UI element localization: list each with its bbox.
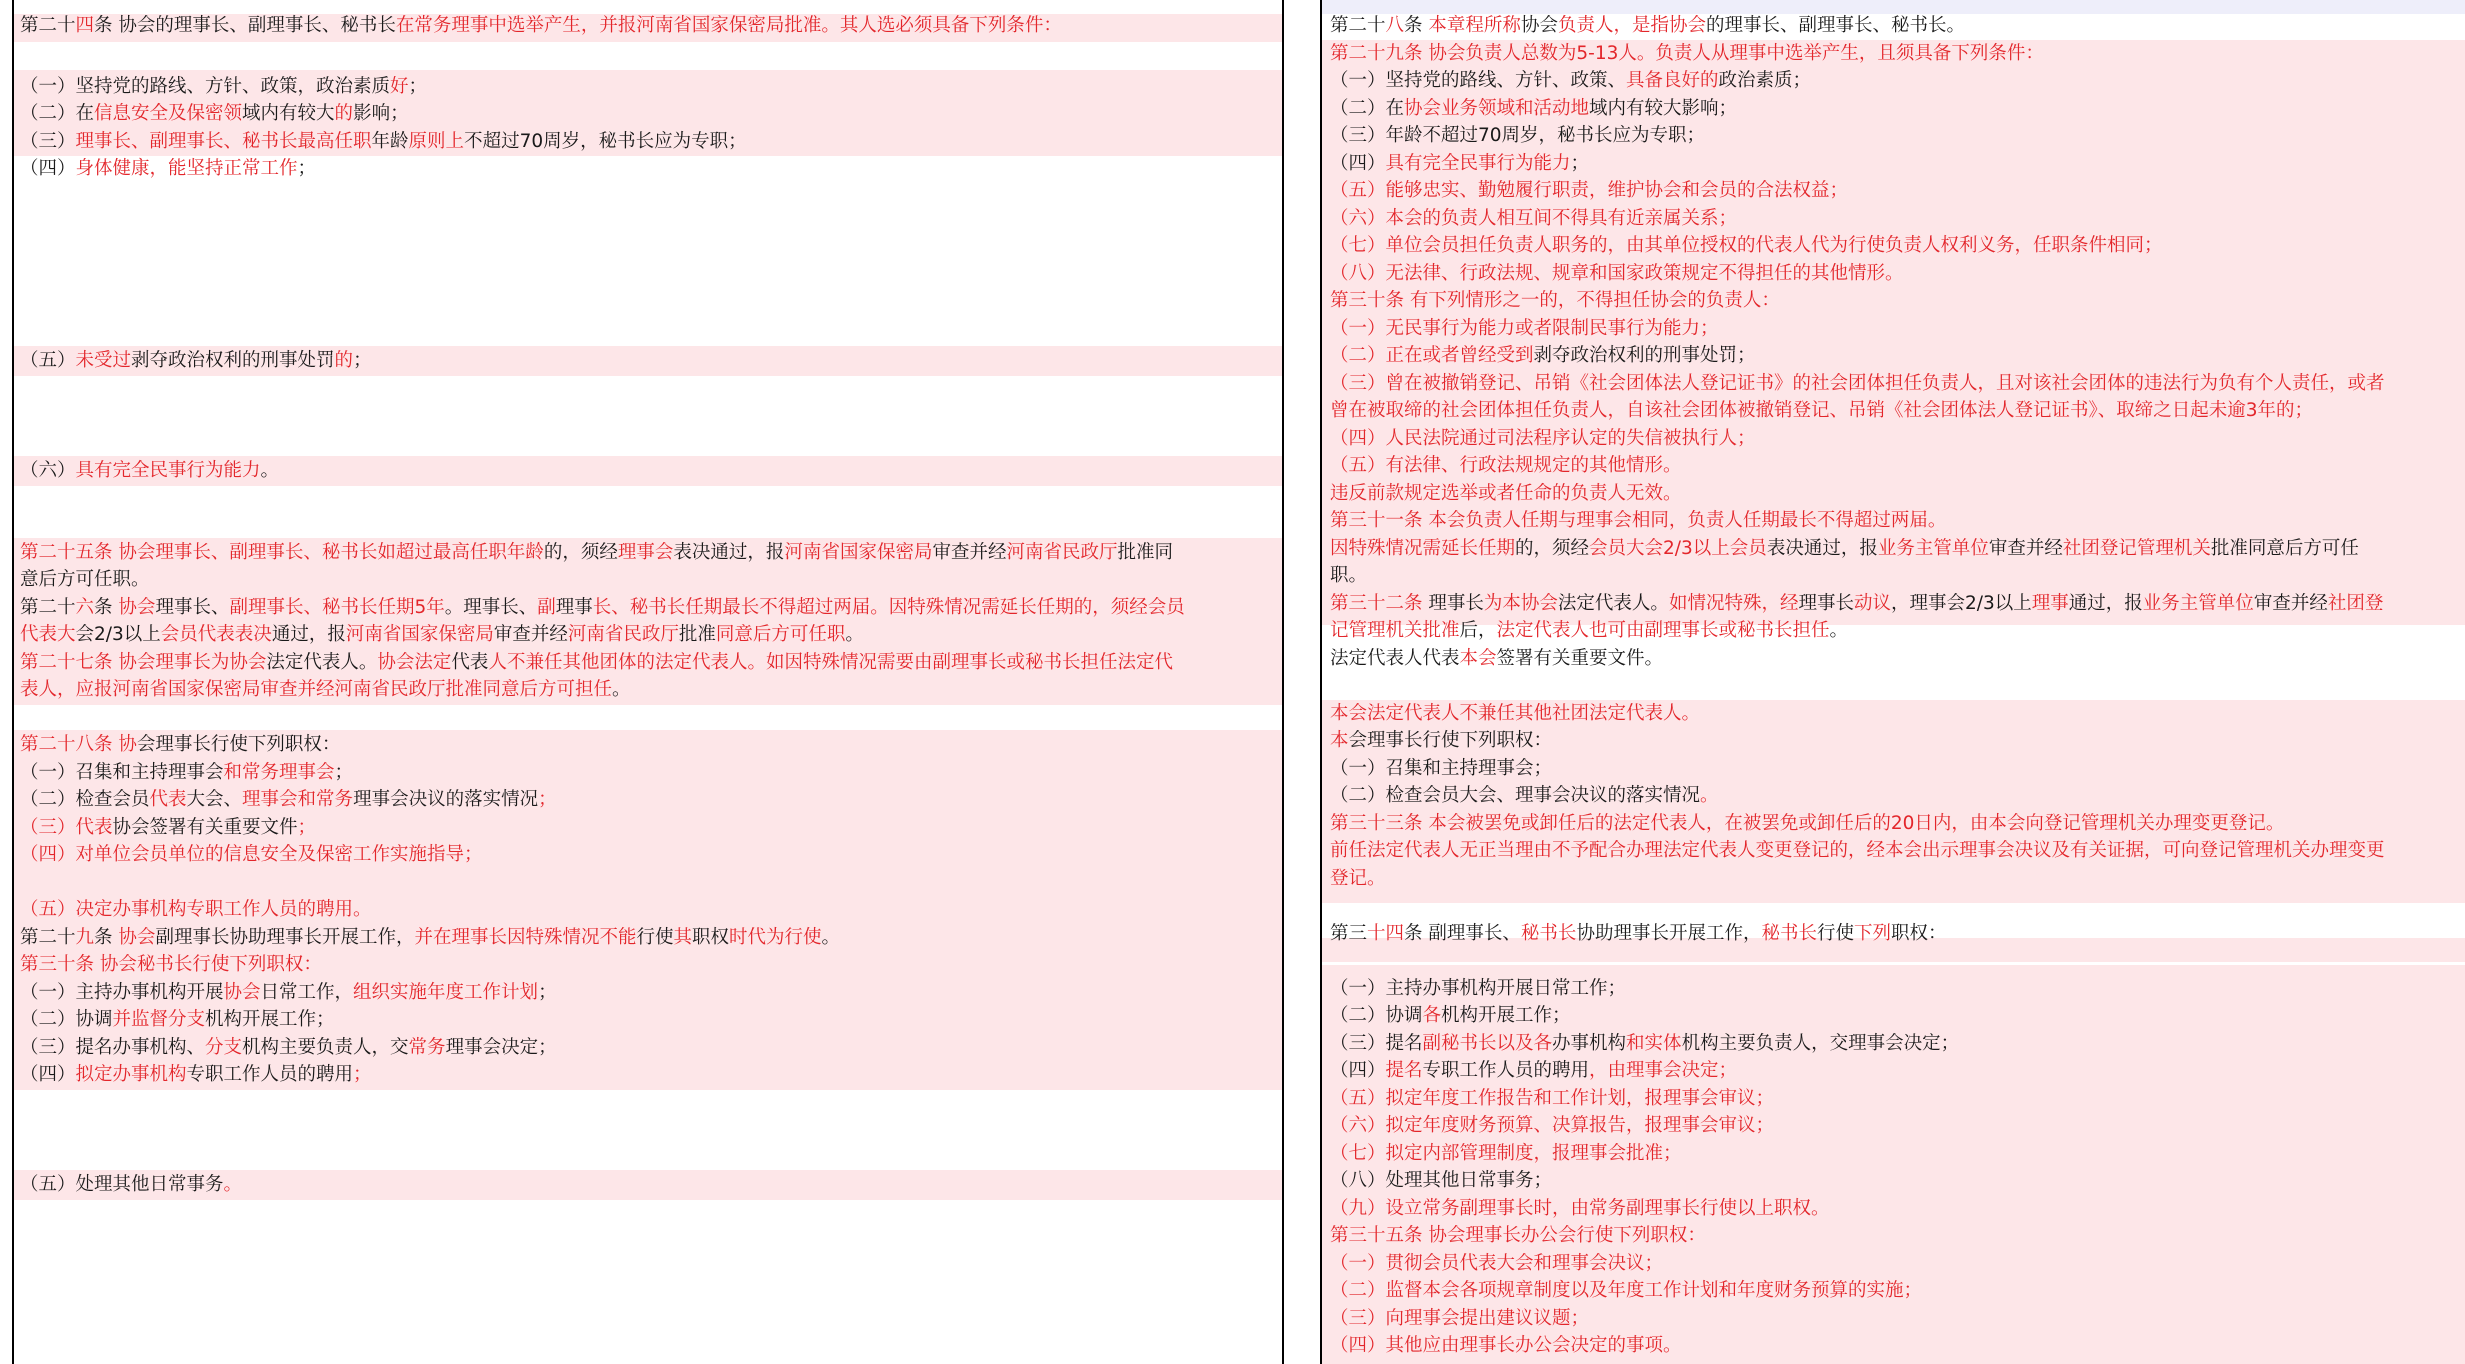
changed-text-span: 曾在被取缔的社会团体担任负责人，自该社会团体被撤销登记、吊销《社会团体法人登记证书》、取缔之日起未逾3年的； — [1330, 400, 2314, 421]
right-line — [1322, 617, 2465, 645]
text-span: （二）检查会员 — [20, 789, 150, 810]
changed-text-span: （六）本会的负责人相互间不得具有近亲属关系； — [1330, 208, 1738, 229]
text-span: ，理事会2/3以上 — [1890, 593, 2032, 614]
left-line — [14, 841, 1282, 869]
right-line — [1322, 1085, 2465, 1113]
changed-text-span: 的 — [334, 350, 354, 371]
text-span: 剥夺政治权利的刑事处罚； — [1533, 345, 1756, 366]
changed-text-span: （五）有法律、行政法规规定的其他情形。 — [1330, 455, 1682, 476]
text-span: （三）提名办事机构、 — [20, 1037, 206, 1058]
right-line — [1322, 700, 2465, 728]
text-span: 理事长、 — [155, 597, 230, 618]
changed-text-span: 组织实施年度工作计划 — [353, 982, 539, 1003]
changed-text-span: （四）对单位会员单位的信息安全及保密工作实施指导； — [20, 844, 483, 865]
right-line — [1322, 452, 2465, 480]
changed-text-span: （七）单位会员担任负责人职务的，由其单位授权的代表人代为行使负责人权利义务，任职条件相同； — [1330, 235, 2163, 256]
changed-text-span: 四 — [75, 15, 95, 36]
changed-text-span: 负责人，是指协会 — [1557, 15, 1706, 36]
text-span: 表决通过，报 — [1766, 538, 1878, 559]
changed-text-span: 如情况特殊，经 — [1668, 593, 1799, 614]
text-span: 表决通过，报 — [673, 542, 785, 563]
right-line — [1322, 12, 2465, 40]
changed-text-span: 具有完全民事行为能力 — [1385, 153, 1571, 174]
changed-text-span: （七）拟定内部管理制度，报理事会批准； — [1330, 1143, 1682, 1164]
text-span: 域内有较大 — [242, 103, 335, 124]
text-span: 理事会决议的落实情况 — [353, 789, 539, 810]
text-span: 大会、 — [186, 789, 243, 810]
changed-text-span: 信息安全及保密领 — [94, 103, 243, 124]
changed-text-span: 其 — [673, 927, 692, 948]
changed-text-span: 协会法定 — [377, 652, 452, 673]
left-line — [14, 1034, 1282, 1062]
right-line — [1322, 122, 2465, 150]
changed-text-span: 副秘书长以及各 — [1422, 1033, 1553, 1054]
changed-text-span: 的 — [334, 103, 354, 124]
changed-text-span: 业务主管单位 — [2142, 593, 2254, 614]
right-line — [1322, 755, 2465, 783]
changed-text-span: 会员代表表决 — [160, 624, 272, 645]
changed-text-span: 第三十条 有下列情形之一的，不得担任协会的负责人： — [1330, 290, 1780, 311]
changed-text-span: 登记。 — [1330, 868, 1386, 889]
text-span: 职。 — [1330, 565, 1368, 586]
changed-text-span: ； — [353, 1064, 372, 1085]
text-span: ； — [1570, 153, 1590, 174]
changed-text-span: （四）人民法院通过司法程序认定的失信被执行人； — [1330, 428, 1756, 449]
changed-text-span: 第三十二条 — [1330, 593, 1429, 614]
text-span: 协助理事长开展工作， — [1576, 923, 1762, 944]
left-line — [14, 621, 1282, 649]
changed-text-span: 副 — [537, 597, 556, 618]
changed-text-span: 记管理机关批准 — [1330, 620, 1460, 641]
changed-text-span: （四）其他应由理事长办公会决定的事项。 — [1330, 1335, 1682, 1356]
text-span: 影响； — [353, 103, 409, 124]
left-line — [14, 100, 1282, 128]
text-span: 。 — [260, 460, 280, 481]
changed-text-span: 拟定办事机构 — [75, 1064, 187, 1085]
text-span: 的理事长、副理事长、秘书长。 — [1705, 15, 1965, 36]
right-line — [1322, 177, 2465, 205]
text-span: 专职工作人员的聘用 — [186, 1064, 354, 1085]
changed-text-span: （三）向理事会提出建议议题； — [1330, 1308, 1590, 1329]
left-line — [14, 155, 1282, 183]
text-span: 政治素质； — [1718, 70, 1812, 91]
changed-text-span: 本章程所称 — [1428, 15, 1521, 36]
right-line — [1322, 480, 2465, 508]
right-line — [1322, 865, 2465, 893]
changed-text-span: ； — [297, 817, 317, 838]
text-span: （一）坚持党的路线、方针、政策、 — [1330, 70, 1627, 91]
changed-text-span: 分支 — [205, 1037, 243, 1058]
left-line — [14, 1061, 1282, 1089]
changed-text-span: 。 — [223, 1174, 243, 1195]
right-line — [1322, 975, 2465, 1003]
changed-text-span: 六 — [75, 597, 95, 618]
text-span: 理事 — [555, 597, 593, 618]
text-span: 专职工作人员的聘用 — [1422, 1060, 1590, 1081]
text-span: 批准 — [678, 624, 716, 645]
changed-text-span: 理事长、副理事长、秘书长最高任职 — [75, 131, 372, 152]
left-line — [14, 814, 1282, 842]
changed-text-span: 秘书长 — [1520, 923, 1577, 944]
changed-text-span: （五）决定办事机构专职工作人员的聘用。 — [20, 899, 372, 920]
changed-text-span: 理事 — [2031, 593, 2069, 614]
left-line — [14, 1006, 1282, 1034]
left-line — [14, 594, 1282, 622]
text-span: （六） — [20, 460, 76, 481]
changed-text-span: 前任法定代表人无正当理由不予配合办理法定代表人变更登记的，经本会出示理事会决议及有关证据，可向登记管理机关办理变更 — [1330, 840, 2385, 861]
changed-text-span: 人不兼任其他团体的法定代表人。如因特殊情况需要由副理事长或秘书长担任法定代 — [488, 652, 1173, 673]
changed-text-span: 会员大会2/3以上会员 — [1589, 538, 1767, 559]
changed-text-span: 第三十一条 本会负责人任期与理事会相同，负责人任期最长不得超过两届。 — [1330, 510, 1947, 531]
changed-text-span: 本会 — [1459, 648, 1497, 669]
right-line — [1322, 1277, 2465, 1305]
text-span: 条 协会的理事长、副理事长、秘书长 — [94, 15, 396, 36]
left-line — [14, 786, 1282, 814]
right-line — [1322, 1030, 2465, 1058]
changed-text-span: （九）设立常务副理事长时，由常务副理事长行使以上职权。 — [1330, 1198, 1830, 1219]
text-span: 后， — [1459, 620, 1497, 641]
text-span: 通过，报 — [271, 624, 346, 645]
changed-text-span: 河南省国家保密局 — [345, 624, 494, 645]
left-line — [14, 896, 1282, 924]
changed-text-span: 违反前款规定选举或者任命的负责人无效。 — [1330, 483, 1682, 504]
right-line — [1322, 562, 2465, 590]
right-line — [1322, 425, 2465, 453]
text-span: （三）提名 — [1330, 1033, 1423, 1054]
text-span: 批准同意后方可任 — [2210, 538, 2359, 559]
left-line — [14, 759, 1282, 787]
text-span: 法定代表人。 — [1557, 593, 1669, 614]
left-line — [14, 73, 1282, 101]
text-span: 审查并经 — [1988, 538, 2063, 559]
text-span: 理事长 — [1798, 593, 1854, 614]
changed-text-span: 表人，应报河南省国家保密局审查并经河南省民政厅批准同意后方可担任 — [20, 679, 613, 700]
changed-text-span: 因特殊情况需延长任期 — [1330, 538, 1516, 559]
changed-text-span: 第二十五条 协会理事长、副理事长、秘书长如超过最高任职年龄 — [20, 542, 544, 563]
right-line — [1322, 782, 2465, 810]
changed-text-span: （三）代表 — [20, 817, 113, 838]
right-line — [1322, 1305, 2465, 1333]
right-line — [1322, 920, 2465, 948]
changed-text-span: 同意后方可任职 — [715, 624, 846, 645]
right-line — [1322, 1332, 2465, 1360]
changed-text-span: 原则上 — [408, 131, 465, 152]
right-document-pane[interactable] — [1320, 0, 2465, 1364]
changed-text-span: 九 — [75, 927, 95, 948]
left-line — [14, 566, 1282, 594]
text-span: 签署有关重要文件。 — [1496, 648, 1664, 669]
right-line — [1322, 95, 2465, 123]
changed-text-span: 下列 — [1853, 923, 1891, 944]
left-line — [14, 676, 1282, 704]
text-span: 机构开展工作； — [205, 1009, 335, 1030]
text-span: 第二十 — [20, 597, 76, 618]
changed-text-span: 社团登记管理机关 — [2062, 538, 2211, 559]
right-line — [1322, 1002, 2465, 1030]
text-span: 协会签署有关重要文件 — [112, 817, 298, 838]
text-span: （二）协调 — [20, 1009, 113, 1030]
right-line — [1322, 40, 2465, 68]
text-span: ； — [353, 350, 372, 371]
changed-text-span: 第三十三条 本会被罢免或卸任后的法定代表人，在被罢免或卸任后的20日内，由本会向登记管理机关办理变更登记。 — [1330, 813, 2285, 834]
changed-text-span: （二）监督本会各项规章制度以及年度工作计划和年度财务预算的实施； — [1330, 1280, 1923, 1301]
text-span: 法定代表人。 — [266, 652, 378, 673]
text-span: 会理事长行使下列职权： — [1348, 730, 1553, 751]
text-span: （一）召集和主持理事会； — [1330, 758, 1553, 779]
text-span: （二）在 — [1330, 98, 1405, 119]
changed-text-span: 法定代表人也可由副理事长或秘书长担任 — [1496, 620, 1830, 641]
text-span: 副理事长协助理事长开展工作， — [155, 927, 415, 948]
changed-text-span: 好 — [390, 76, 409, 97]
changed-text-span: 身体健康，能坚持正常工作 — [75, 158, 298, 179]
text-span: ； — [538, 982, 557, 1003]
right-line — [1322, 287, 2465, 315]
right-line — [1322, 1167, 2465, 1195]
text-span: 。 — [1829, 620, 1849, 641]
changed-text-span: 为本协会 — [1483, 593, 1558, 614]
text-span: （一）召集和主持理事会 — [20, 762, 224, 783]
text-span: （二）协调 — [1330, 1005, 1423, 1026]
text-span: ； — [334, 762, 354, 783]
right-line — [1322, 150, 2465, 178]
right-line — [1322, 727, 2465, 755]
changed-text-span: 和常务理事会 — [223, 762, 335, 783]
left-line — [14, 457, 1282, 485]
text-span: 不超过70周岁，秘书长应为专职； — [464, 131, 747, 152]
changed-text-span: 第二十九条 协会负责人总数为5-13人。负责人从理事中选举产生，且须具备下列条件： — [1330, 43, 2044, 64]
text-span: 职权： — [1891, 923, 1947, 944]
changed-text-span: 常务 — [408, 1037, 446, 1058]
right-line — [1322, 67, 2465, 95]
left-line — [14, 347, 1282, 375]
text-span: 条 — [94, 597, 119, 618]
right-line — [1322, 590, 2465, 618]
text-span: 行使 — [1816, 923, 1854, 944]
right-line — [1322, 1112, 2465, 1140]
text-span: 会2/3以上 — [75, 624, 161, 645]
changed-text-span: 理事会 — [617, 542, 674, 563]
text-span: 理事会决定； — [445, 1037, 557, 1058]
text-span: （一）主持办事机构开展 — [20, 982, 224, 1003]
left-line — [14, 128, 1282, 156]
changed-text-span: 本会法定代表人不兼任其他社团法定代表人。 — [1330, 703, 1701, 724]
changed-text-span: 理事会和常务 — [242, 789, 354, 810]
right-line — [1322, 1140, 2465, 1168]
text-span: 机构开展工作； — [1441, 1005, 1571, 1026]
text-span: 日常工作， — [260, 982, 354, 1003]
changed-text-span: 河南省民政厅 — [1006, 542, 1118, 563]
text-span: 第二十 — [1330, 15, 1386, 36]
text-span: （八）处理其他日常事务； — [1330, 1170, 1553, 1191]
left-document-pane[interactable] — [12, 0, 1284, 1364]
changed-text-span: ，由理事会决定； — [1589, 1060, 1738, 1081]
text-span: （二）检查会员大会、理事会决议的落实情况 — [1330, 785, 1701, 806]
text-span: 法定代表人代表 — [1330, 648, 1460, 669]
text-span: （五）处理其他日常事务 — [20, 1174, 224, 1195]
right-line — [1322, 1057, 2465, 1085]
changed-text-span: 副理事长、秘书长任期5年 — [229, 597, 445, 618]
text-span: 年龄 — [371, 131, 409, 152]
text-span: 。 — [612, 679, 631, 700]
changed-text-span: 时代为行使 — [729, 927, 822, 948]
changed-text-span: 河南省国家保密局 — [784, 542, 933, 563]
text-span: （一）坚持党的路线、方针、政策，政治素质 — [20, 76, 391, 97]
changed-text-span: （三）曾在被撤销登记、吊销《社会团体法人登记证书》的社会团体担任负责人，且对该社会团体的违法行为负有个人责任，或者 — [1330, 373, 2385, 394]
text-span: 审查并经 — [932, 542, 1007, 563]
right-line — [1322, 507, 2465, 535]
text-span: 条 — [1404, 15, 1429, 36]
text-span: 审查并经 — [493, 624, 568, 645]
text-span: （一）主持办事机构开展日常工作； — [1330, 978, 1627, 999]
text-span: 条 — [94, 927, 119, 948]
right-line — [1322, 232, 2465, 260]
changed-text-span: 动议 — [1853, 593, 1891, 614]
changed-text-span: 代表大 — [20, 624, 76, 645]
changed-text-span: 社团登 — [2327, 593, 2384, 614]
changed-text-span: 协会 — [118, 597, 156, 618]
text-span: 协会 — [1520, 15, 1558, 36]
changed-text-span: 和实体 — [1626, 1033, 1682, 1054]
changed-text-span: 具有完全民事行为能力 — [75, 460, 261, 481]
text-span: ； — [297, 158, 317, 179]
left-line — [14, 539, 1282, 567]
right-line — [1322, 645, 2465, 673]
text-span: 审查并经 — [2253, 593, 2328, 614]
text-span: 条 副理事长、 — [1404, 923, 1521, 944]
text-span: 会理事长行使下列职权： — [136, 734, 341, 755]
text-span: 剥夺政治权利的刑事处罚 — [131, 350, 335, 371]
text-span: 。 — [821, 927, 841, 948]
right-line — [1322, 370, 2465, 398]
changed-text-span: （八）无法律、行政法规、规章和国家政策规定不得担任的其他情形。 — [1330, 263, 1904, 284]
text-span: （五） — [20, 350, 76, 371]
changed-text-span: 。 — [1700, 785, 1719, 806]
changed-text-span: 未受过 — [75, 350, 132, 371]
text-span: （四） — [20, 1064, 76, 1085]
text-span: （四） — [1330, 1060, 1386, 1081]
text-span: （三） — [20, 131, 76, 152]
text-span: 理事长 — [1428, 593, 1484, 614]
right-line — [1322, 1195, 2465, 1223]
changed-text-span: 各 — [1422, 1005, 1442, 1026]
text-span: 域内有较大影响； — [1589, 98, 1738, 119]
right-line — [1322, 535, 2465, 563]
right-line — [1322, 205, 2465, 233]
left-line — [14, 731, 1282, 759]
text-span: 行使 — [636, 927, 674, 948]
left-line — [14, 649, 1282, 677]
right-line — [1322, 397, 2465, 425]
text-span: 第三 — [1330, 923, 1368, 944]
left-line — [14, 924, 1282, 952]
changed-text-span: 第二十八条 协 — [20, 734, 137, 755]
text-span: 职权 — [692, 927, 730, 948]
changed-text-span: 协会 — [118, 927, 156, 948]
changed-text-span: 协会 — [223, 982, 261, 1003]
text-span: 代表 — [451, 652, 489, 673]
right-line — [1322, 1222, 2465, 1250]
text-span: 第二十 — [20, 927, 76, 948]
right-line — [1322, 837, 2465, 865]
right-line — [1322, 260, 2465, 288]
changed-text-span: 具备良好的 — [1626, 70, 1719, 91]
left-line — [14, 951, 1282, 979]
changed-text-span: 并在理事长因特殊情况不能 — [414, 927, 637, 948]
changed-text-span: 在常务理事中选举产生，并报河南省国家保密局批准。其人选必须具备下列条件： — [395, 15, 1062, 36]
changed-text-span: （一）无民事行为能力或者限制民事行为能力； — [1330, 318, 1719, 339]
changed-text-span: 第三十五条 协会理事长办公会行使下列职权： — [1330, 1225, 1706, 1246]
changed-text-span: （五）拟定年度工作报告和工作计划，报理事会审议； — [1330, 1088, 1775, 1109]
text-span: 机构主要负责人，交理事会决定； — [1681, 1033, 1960, 1054]
left-line — [14, 12, 1282, 40]
text-span: 。理事长、 — [444, 597, 538, 618]
text-span: 第二十 — [20, 15, 76, 36]
changed-text-span: 提名 — [1385, 1060, 1423, 1081]
right-line — [1322, 342, 2465, 370]
changed-text-span: 第二十七条 协会理事长为协会 — [20, 652, 267, 673]
text-span: （二）在 — [20, 103, 95, 124]
right-line — [1322, 315, 2465, 343]
changed-text-span: 协会业务领域和活动地 — [1404, 98, 1590, 119]
left-line — [14, 1171, 1282, 1199]
text-span: 通过，报 — [2068, 593, 2143, 614]
changed-text-span: 代表 — [149, 789, 187, 810]
changed-text-span: 业务主管单位 — [1877, 538, 1989, 559]
changed-text-span: （二）正在或者曾经受到 — [1330, 345, 1534, 366]
text-span: （三）年龄不超过70周岁，秘书长应为专职； — [1330, 125, 1706, 146]
left-line — [14, 979, 1282, 1007]
changed-text-span: （六）拟定年度财务预算、决算报告，报理事会审议； — [1330, 1115, 1775, 1136]
text-span: （四） — [1330, 153, 1386, 174]
text-span: 办事机构 — [1552, 1033, 1627, 1054]
text-span: ； — [408, 76, 428, 97]
text-span: 的，须经 — [543, 542, 618, 563]
text-span: 机构主要负责人，交 — [242, 1037, 409, 1058]
right-line — [1322, 810, 2465, 838]
changed-text-span: 八 — [1385, 15, 1405, 36]
text-span: 。 — [845, 624, 864, 645]
changed-text-span: （一）贯彻会员代表大会和理事会决议； — [1330, 1253, 1664, 1274]
changed-text-span: 河南省民政厅 — [567, 624, 679, 645]
changed-text-span: 秘书长 — [1761, 923, 1817, 944]
changed-text-span: 第三十条 协会秘书长行使下列职权： — [20, 954, 322, 975]
changed-text-span: 十四 — [1367, 923, 1405, 944]
text-span: 的，须经 — [1515, 538, 1590, 559]
changed-text-span: 长、秘书长任期最长不得超过两届。因特殊情况需延长任期的，须经会员 — [592, 597, 1185, 618]
changed-text-span: ； — [538, 789, 557, 810]
changed-text-span: 并监督分支 — [112, 1009, 206, 1030]
right-line — [1322, 1250, 2465, 1278]
changed-text-span: 本 — [1330, 730, 1349, 751]
text-span: 意后方可任职。 — [20, 569, 150, 590]
text-span: 批准同 — [1117, 542, 1173, 563]
changed-text-span: （五）能够忠实、勤勉履行职责，维护协会和会员的合法权益； — [1330, 180, 1849, 201]
text-span: （四） — [20, 158, 76, 179]
